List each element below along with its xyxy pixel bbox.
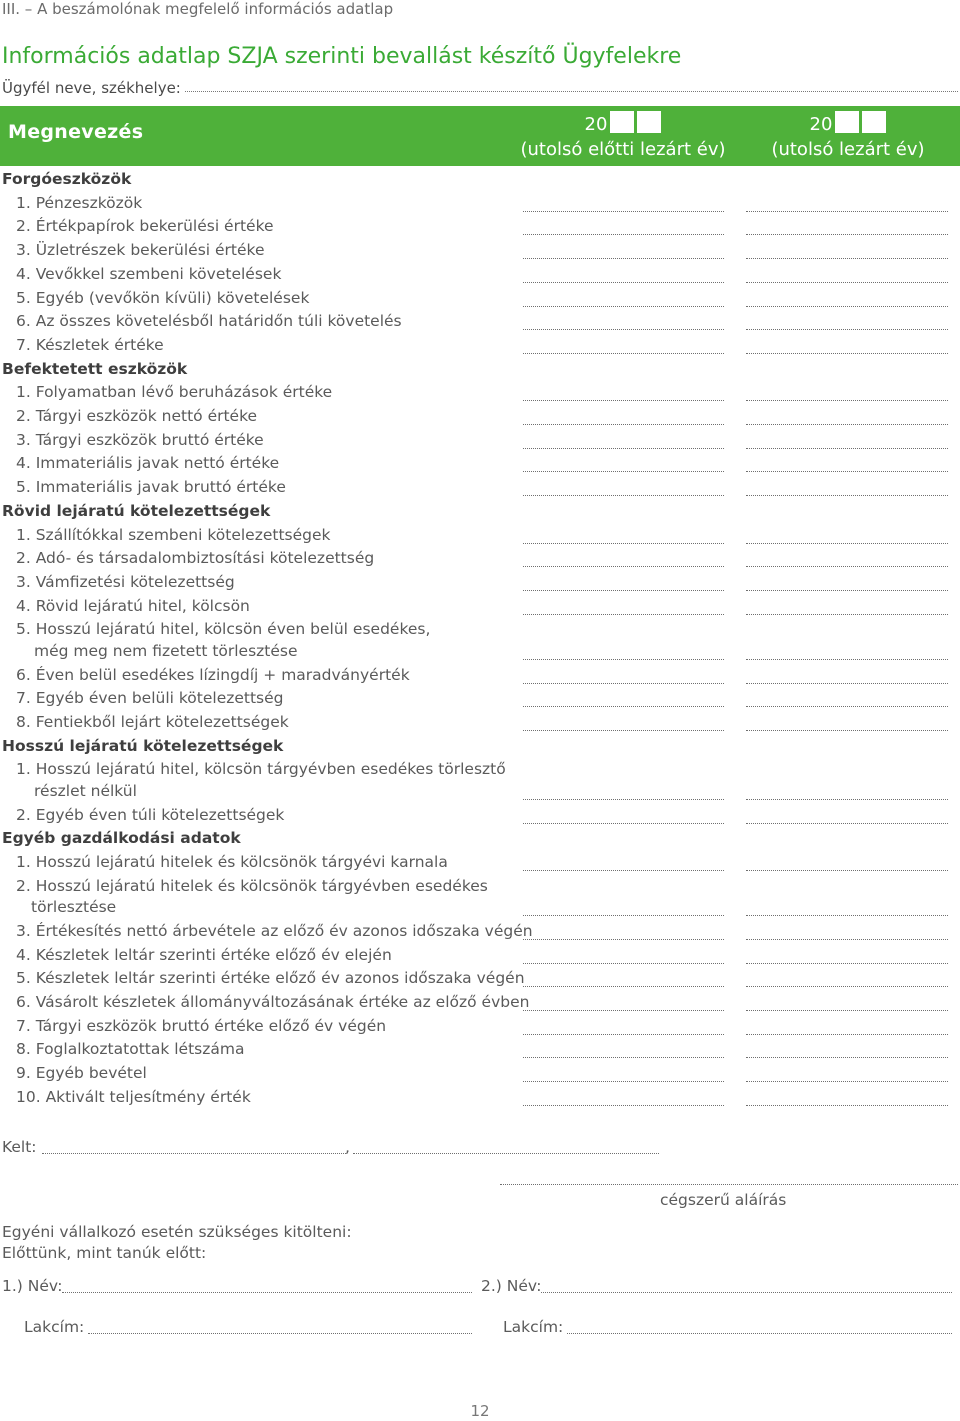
row-label: 4. Rövid lejáratú hitel, kölcsön xyxy=(16,596,250,615)
last-year-value-field[interactable] xyxy=(746,823,948,824)
prev-year-value-field[interactable] xyxy=(523,986,724,987)
row-label: 2. Hosszú lejáratú hitelek és kölcsönök tárgyévben esedékes xyxy=(16,876,488,895)
row-label: 6. Éven belül esedékes lízingdíj + maradványérték xyxy=(16,665,410,684)
row-label: 6. Az összes követelésből határidőn túli követelés xyxy=(16,312,402,331)
row-label: 8. Fentiekből lejárt kötelezettségek xyxy=(16,712,289,731)
last-year-value-field[interactable] xyxy=(746,1057,948,1058)
prev-year-value-field[interactable] xyxy=(523,659,724,660)
prev-year-value-field[interactable] xyxy=(523,1057,724,1058)
row-label: 7. Készletek értéke xyxy=(16,335,164,354)
row-label: 5. Készletek leltár szerinti értéke előző év azonos időszaka végén xyxy=(16,969,525,988)
last-year-value-field[interactable] xyxy=(746,939,948,940)
last-year-value-field[interactable] xyxy=(746,424,948,425)
col1-year-digit-box-1[interactable] xyxy=(610,111,634,133)
prev-year-value-field[interactable] xyxy=(523,424,724,425)
row-label: 10. Aktivált teljesítmény érték xyxy=(16,1087,251,1106)
prev-year-value-field[interactable] xyxy=(523,1105,724,1106)
header-name-label: Megnevezés xyxy=(8,121,144,143)
category-label: Befektetett eszközök xyxy=(2,359,188,378)
witness1-name-field[interactable] xyxy=(62,1292,472,1293)
prev-year-value-field[interactable] xyxy=(523,566,724,567)
row-label: 7. Tárgyi eszközök bruttó értéke előző év végén xyxy=(16,1016,387,1035)
last-year-value-field[interactable] xyxy=(746,659,948,660)
row-label: 5. Hosszú lejáratú hitel, kölcsön éven belül esedékes, xyxy=(16,620,431,639)
witness-note: Előttünk, mint tanúk előtt: xyxy=(2,1244,207,1262)
prev-year-value-field[interactable] xyxy=(523,683,724,684)
last-year-value-field[interactable] xyxy=(746,234,948,235)
row-label: 1. Pénzeszközök xyxy=(16,193,143,212)
prev-year-value-field[interactable] xyxy=(523,1034,724,1035)
prev-year-value-field[interactable] xyxy=(523,400,724,401)
prev-year-value-field[interactable] xyxy=(523,963,724,964)
row-label: 5. Immateriális javak bruttó értéke xyxy=(16,478,286,497)
last-year-value-field[interactable] xyxy=(746,471,948,472)
row-label: 8. Foglalkoztatottak létszáma xyxy=(16,1040,245,1059)
row-label: 3. Tárgyi eszközök bruttó értéke xyxy=(16,430,264,449)
last-year-value-field[interactable] xyxy=(746,329,948,330)
last-year-value-field[interactable] xyxy=(746,986,948,987)
kelt-place-field[interactable] xyxy=(42,1153,346,1154)
col2-label: (utolsó lezárt év) xyxy=(771,139,925,160)
prev-year-value-field[interactable] xyxy=(523,706,724,707)
kelt-date-field[interactable] xyxy=(353,1153,659,1154)
header-col-last-year xyxy=(760,111,936,162)
prev-year-value-field[interactable] xyxy=(523,915,724,916)
signature-label: cégszerű aláírás xyxy=(660,1191,787,1209)
header-col-prev-year xyxy=(510,111,736,162)
last-year-value-field[interactable] xyxy=(746,799,948,800)
last-year-value-field[interactable] xyxy=(746,870,948,871)
row-label: 1. Folyamatban lévő beruházások értéke xyxy=(16,383,333,402)
last-year-value-field[interactable] xyxy=(746,730,948,731)
table-header xyxy=(0,106,960,166)
prev-year-value-field[interactable] xyxy=(523,543,724,544)
last-year-value-field[interactable] xyxy=(746,566,948,567)
last-year-value-field[interactable] xyxy=(746,683,948,684)
last-year-value-field[interactable] xyxy=(746,706,948,707)
row-label: 9. Egyéb bevétel xyxy=(16,1064,147,1082)
prev-year-value-field[interactable] xyxy=(523,590,724,591)
prev-year-value-field[interactable] xyxy=(523,823,724,824)
last-year-value-field[interactable] xyxy=(746,353,948,354)
last-year-value-field[interactable] xyxy=(746,1010,948,1011)
kelt-label: Kelt: xyxy=(2,1138,37,1156)
row-label: 1. Hosszú lejáratú hitel, kölcsön tárgyévben esedékes törlesztő xyxy=(16,760,506,779)
last-year-value-field[interactable] xyxy=(746,1081,948,1082)
category-label: Hosszú lejáratú kötelezettségek xyxy=(2,736,284,755)
row-label: 6. Vásárolt készletek állományváltozásának értéke az előző évben xyxy=(16,992,530,1011)
row-label: 2. Adó- és társadalombiztosítási kötelezettség xyxy=(16,549,375,568)
last-year-value-field[interactable] xyxy=(746,282,948,283)
witness2-name-label: 2.) Név: xyxy=(481,1277,542,1295)
witness2-name-field[interactable] xyxy=(541,1292,952,1293)
page-title: Információs adatlap SZJA szerinti bevallást készítő Ügyfelekre xyxy=(2,44,682,69)
witness1-name-label: 1.) Név: xyxy=(2,1277,63,1295)
row-label: 5. Egyéb (vevőkön kívüli) követelések xyxy=(16,288,310,307)
col2-year-digit-box-1[interactable] xyxy=(835,111,859,133)
row-label: 1. Hosszú lejáratú hitelek és kölcsönök tárgyévi karnala xyxy=(16,852,448,871)
row-label: 3. Értékesítés nettó árbevétele az előző év azonos időszaka végén xyxy=(16,921,533,940)
row-label-continued: még meg nem fizetett törlesztése xyxy=(34,641,298,660)
last-year-value-field[interactable] xyxy=(746,543,948,544)
client-name-label: Ügyfél neve, székhelye: xyxy=(2,79,181,97)
row-label: 3. Vámfizetési kötelezettség xyxy=(16,572,235,591)
client-name-row[interactable] xyxy=(2,79,958,97)
col1-year-digit-box-2[interactable] xyxy=(637,111,661,133)
last-year-value-field[interactable] xyxy=(746,1105,948,1106)
last-year-value-field[interactable] xyxy=(746,400,948,401)
prev-year-value-field[interactable] xyxy=(523,448,724,449)
prev-year-value-field[interactable] xyxy=(523,258,724,259)
row-label: 3. Üzletrészek bekerülési értéke xyxy=(16,241,265,260)
last-year-value-field[interactable] xyxy=(746,590,948,591)
prev-year-value-field[interactable] xyxy=(523,234,724,235)
col1-year-prefix: 20 xyxy=(584,114,608,135)
row-label-continued: törlesztése xyxy=(31,898,117,917)
last-year-value-field[interactable] xyxy=(746,1034,948,1035)
prev-year-value-field[interactable] xyxy=(523,870,724,871)
category-label: Rövid lejáratú kötelezettségek xyxy=(2,501,271,520)
row-label: 7. Egyéb éven belüli kötelezettség xyxy=(16,689,284,708)
row-label: 2. Értékpapírok bekerülési értéke xyxy=(16,217,274,236)
prev-year-value-field[interactable] xyxy=(523,939,724,940)
section-label: III. – A beszámolónak megfelelő információs adatlap xyxy=(2,0,394,18)
prev-year-value-field[interactable] xyxy=(523,730,724,731)
witness1-address-label: Lakcím: xyxy=(24,1318,85,1336)
prev-year-value-field[interactable] xyxy=(523,1010,724,1011)
witness2-address-label: Lakcím: xyxy=(503,1318,564,1336)
prev-year-value-field[interactable] xyxy=(523,1081,724,1082)
category-label: Forgóeszközök xyxy=(2,170,132,188)
prev-year-value-field[interactable] xyxy=(523,799,724,800)
row-label: 2. Tárgyi eszközök nettó értéke xyxy=(16,407,258,425)
signature-field[interactable] xyxy=(500,1184,958,1185)
last-year-value-field[interactable] xyxy=(746,211,948,212)
witness1-address-field[interactable] xyxy=(88,1333,472,1334)
prev-year-value-field[interactable] xyxy=(523,329,724,330)
last-year-value-field[interactable] xyxy=(746,258,948,259)
col2-year-prefix: 20 xyxy=(809,114,833,135)
prev-year-value-field[interactable] xyxy=(523,495,724,496)
prev-year-value-field[interactable] xyxy=(523,471,724,472)
client-name-field[interactable] xyxy=(185,79,958,92)
last-year-value-field[interactable] xyxy=(746,448,948,449)
prev-year-value-field[interactable] xyxy=(523,353,724,354)
col2-year-digit-box-2[interactable] xyxy=(862,111,886,133)
prev-year-value-field[interactable] xyxy=(523,282,724,283)
last-year-value-field[interactable] xyxy=(746,963,948,964)
row-label: 1. Szállítókkal szembeni kötelezettségek xyxy=(16,525,331,544)
row-label-continued: részlet nélkül xyxy=(34,781,137,800)
prev-year-value-field[interactable] xyxy=(523,614,724,615)
row-label: 4. Készletek leltár szerinti értéke előző év elején xyxy=(16,945,392,964)
sole-trader-note: Egyéni vállalkozó esetén szükséges kitölteni: xyxy=(2,1223,352,1241)
row-label: 4. Vevőkkel szembeni követelések xyxy=(16,264,282,283)
kelt-separator: , xyxy=(345,1138,350,1156)
last-year-value-field[interactable] xyxy=(746,495,948,496)
last-year-value-field[interactable] xyxy=(746,614,948,615)
witness2-address-field[interactable] xyxy=(567,1333,952,1334)
row-label: 2. Egyéb éven túli kötelezettségek xyxy=(16,805,285,824)
col1-label: (utolsó előtti lezárt év) xyxy=(520,139,726,160)
prev-year-value-field[interactable] xyxy=(523,211,724,212)
last-year-value-field[interactable] xyxy=(746,306,948,307)
page-number: 12 xyxy=(470,1402,490,1420)
row-label: 4. Immateriális javak nettó értéke xyxy=(16,454,280,473)
category-label: Egyéb gazdálkodási adatok xyxy=(2,829,241,848)
prev-year-value-field[interactable] xyxy=(523,306,724,307)
last-year-value-field[interactable] xyxy=(746,915,948,916)
